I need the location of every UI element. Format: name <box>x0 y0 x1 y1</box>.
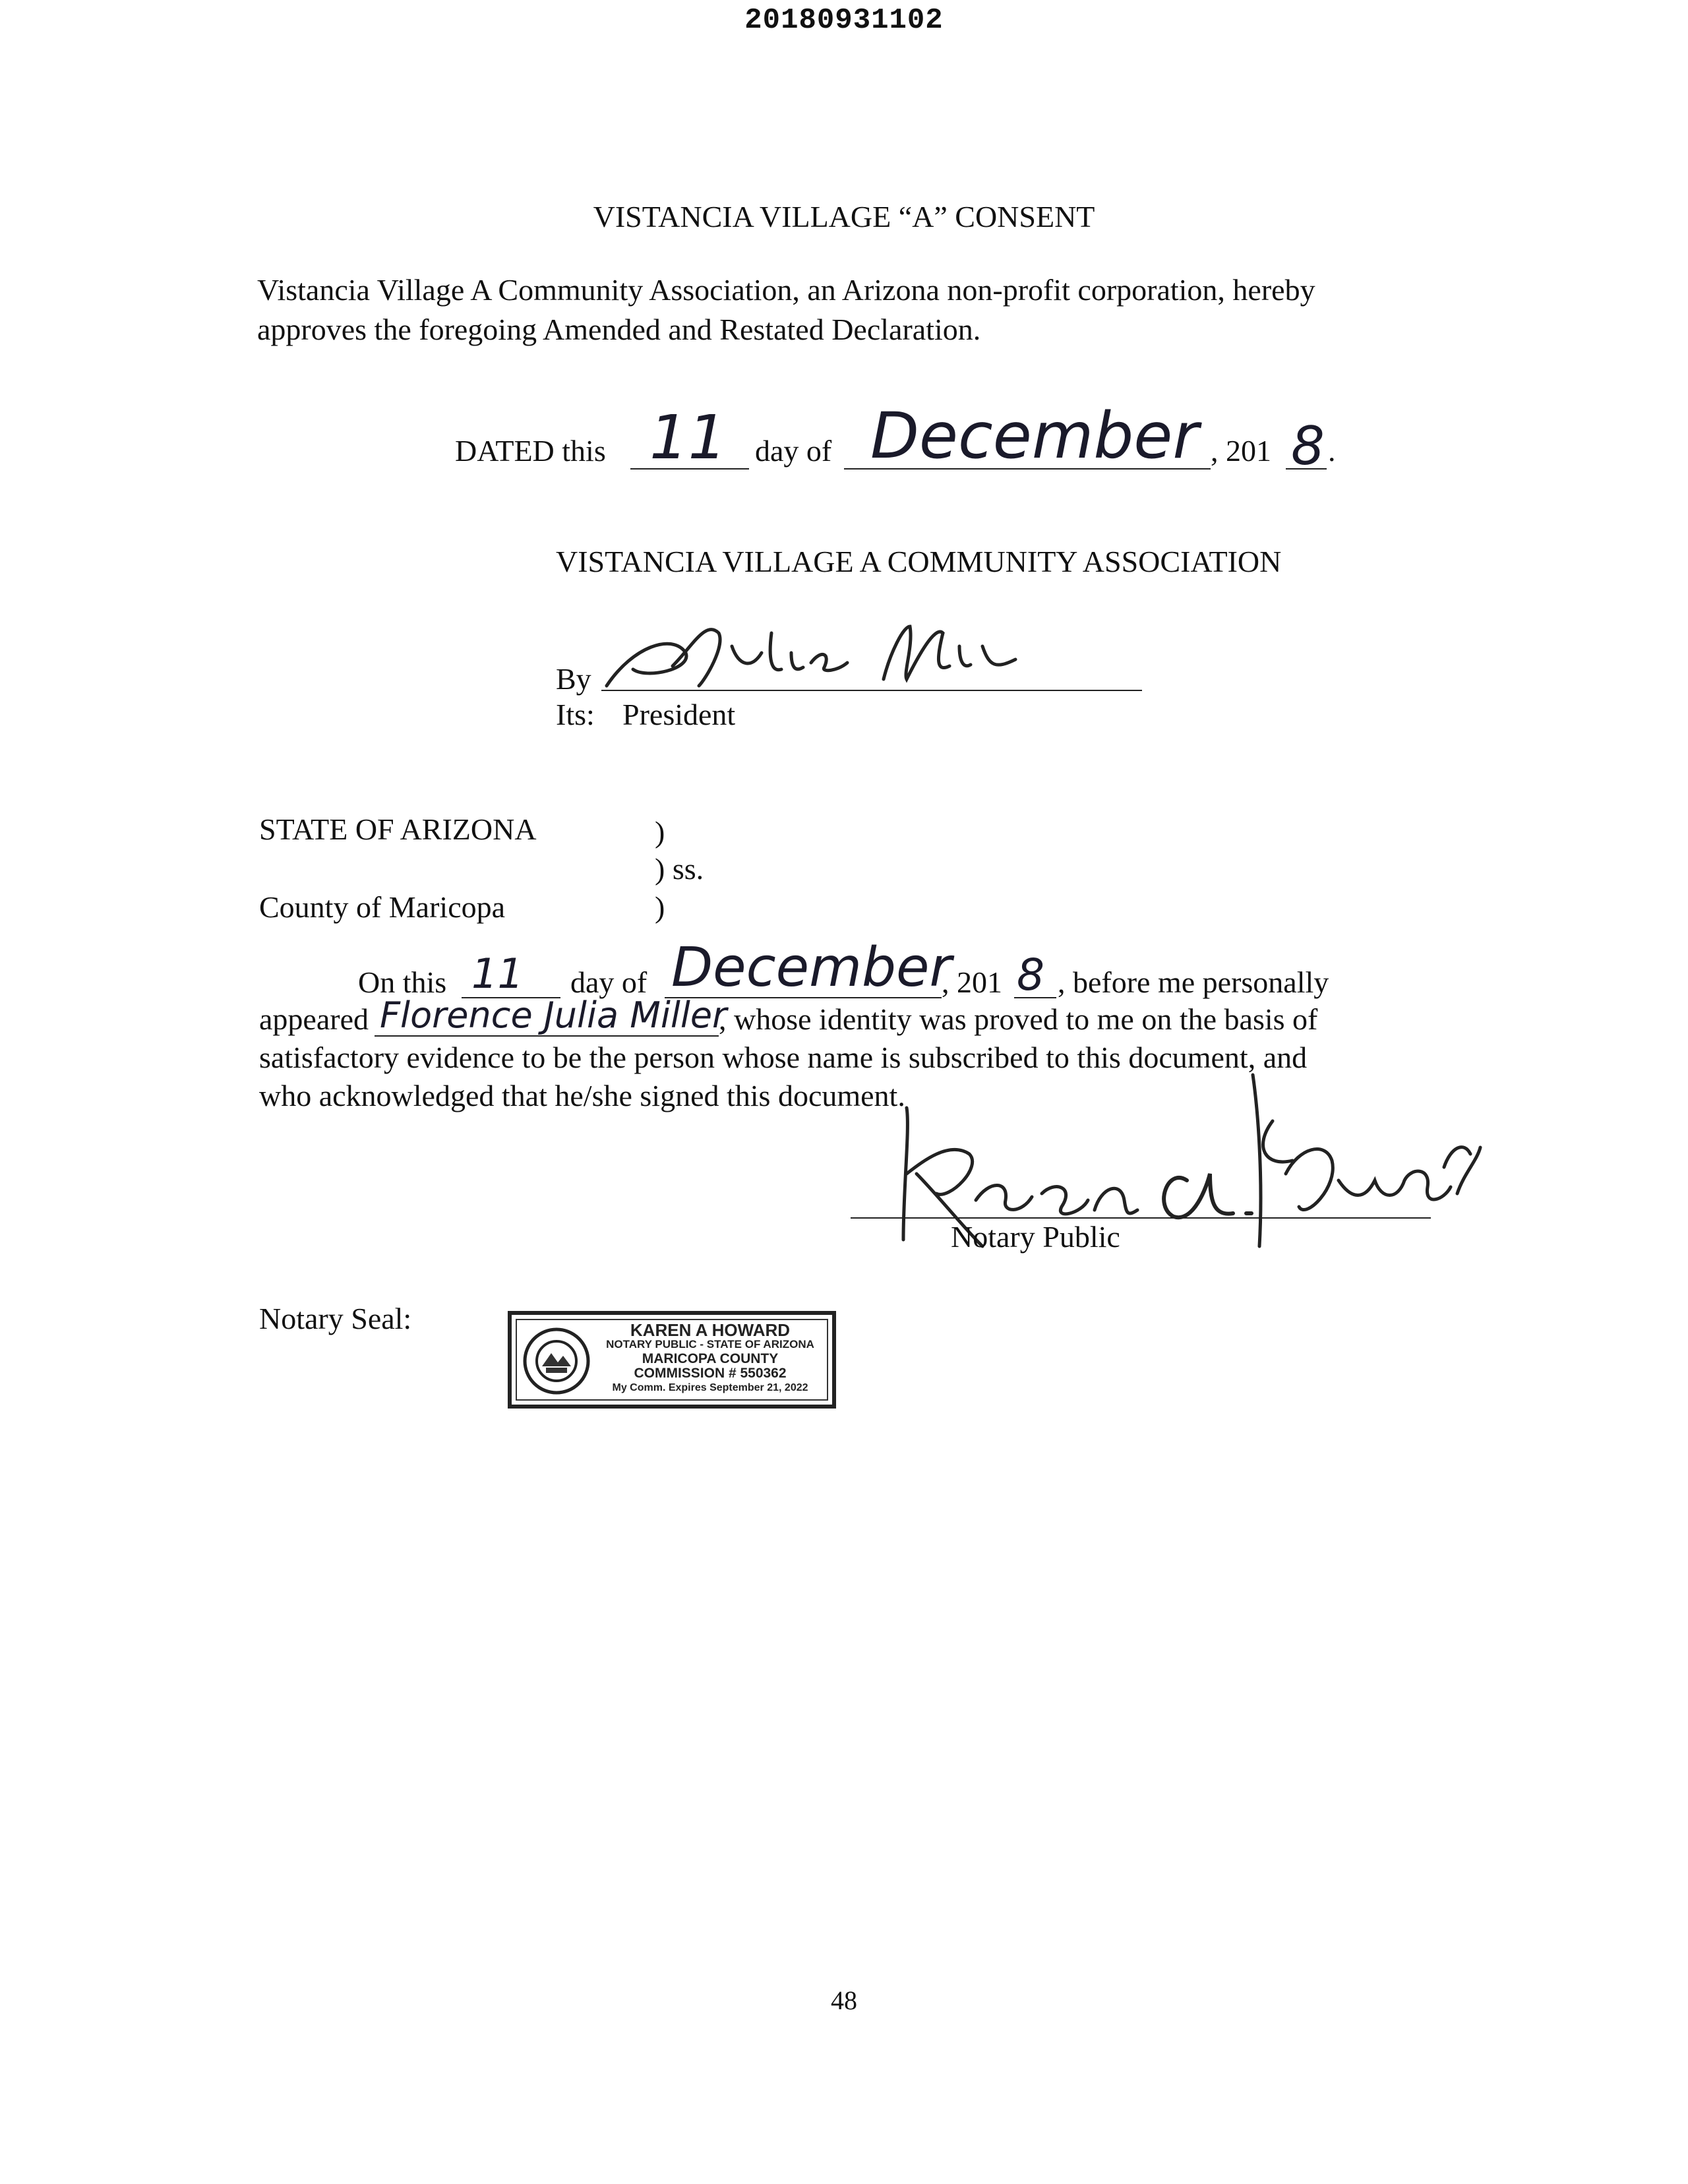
association-name: VISTANCIA VILLAGE A COMMUNITY ASSOCIATION <box>556 545 1282 578</box>
seal-line-expires: My Comm. Expires September 21, 2022 <box>612 1382 808 1393</box>
dated-prefix: DATED this <box>455 434 606 468</box>
its-title: President <box>622 698 736 731</box>
intro-paragraph <box>257 270 1444 349</box>
venue-county: County of Maricopa <box>259 890 506 924</box>
president-signature <box>593 607 1042 706</box>
its-label: Its: <box>556 698 595 731</box>
recording-number: 20180931102 <box>744 4 944 37</box>
state-seal-icon <box>522 1325 591 1397</box>
notary-public-label: Notary Public <box>951 1220 1120 1254</box>
page-title: VISTANCIA VILLAGE “A” CONSENT <box>593 200 1095 233</box>
ack-name-handwritten: Florence Julia Miller <box>380 994 727 1036</box>
venue-ss: ) ss. <box>655 852 704 886</box>
intro-line-1: Vistancia Village A Community Association, an Arizona non-profit corporation, hereby <box>257 273 1315 307</box>
dated-month-handwritten: December <box>870 399 1199 473</box>
ack-day-of: day of <box>570 965 648 999</box>
dated-year-prefix: , 201 <box>1211 434 1271 468</box>
venue-state: STATE OF ARIZONA <box>259 812 537 846</box>
notary-seal-text <box>596 1323 824 1395</box>
seal-line-commission: COMMISSION # 550362 <box>634 1366 787 1381</box>
dated-year-handwritten: 8 <box>1291 415 1325 477</box>
ack-on-this: On this <box>358 965 447 999</box>
ack-month-handwritten: December <box>671 936 952 999</box>
notary-seal-label: Notary Seal: <box>259 1302 412 1335</box>
ack-whose-identity: , whose identity was proved to me on the basis of <box>719 1002 1318 1036</box>
notary-signature-line <box>851 1217 1431 1219</box>
ack-appeared: appeared <box>259 1002 369 1036</box>
dated-day-handwritten: 11 <box>649 402 727 473</box>
ack-year-prefix: , 201 <box>942 965 1002 999</box>
ack-line-4: who acknowledged that he/she signed this document. <box>259 1079 905 1112</box>
seal-line-title: NOTARY PUBLIC - STATE OF ARIZONA <box>606 1338 814 1350</box>
ack-line-3: satisfactory evidence to be the person whose name is subscribed to this document, and <box>259 1041 1308 1074</box>
ack-year-handwritten: 8 <box>1017 950 1044 1000</box>
ack-day-handwritten: 11 <box>471 950 524 998</box>
dated-day-of: day of <box>755 434 832 468</box>
dated-period: . <box>1328 434 1336 468</box>
seal-line-name: KAREN A HOWARD <box>630 1323 791 1337</box>
venue-paren-1: ) <box>655 815 665 849</box>
seal-line-county: MARICOPA COUNTY <box>642 1352 779 1366</box>
notary-seal-stamp <box>508 1311 836 1409</box>
by-label: By <box>556 662 591 696</box>
ack-before-me: , before me personally <box>1058 965 1329 999</box>
page-number: 48 <box>831 1986 857 2015</box>
venue-paren-3: ) <box>655 890 665 924</box>
intro-line-2: approves the foregoing Amended and Restated Declaration. <box>257 313 981 346</box>
